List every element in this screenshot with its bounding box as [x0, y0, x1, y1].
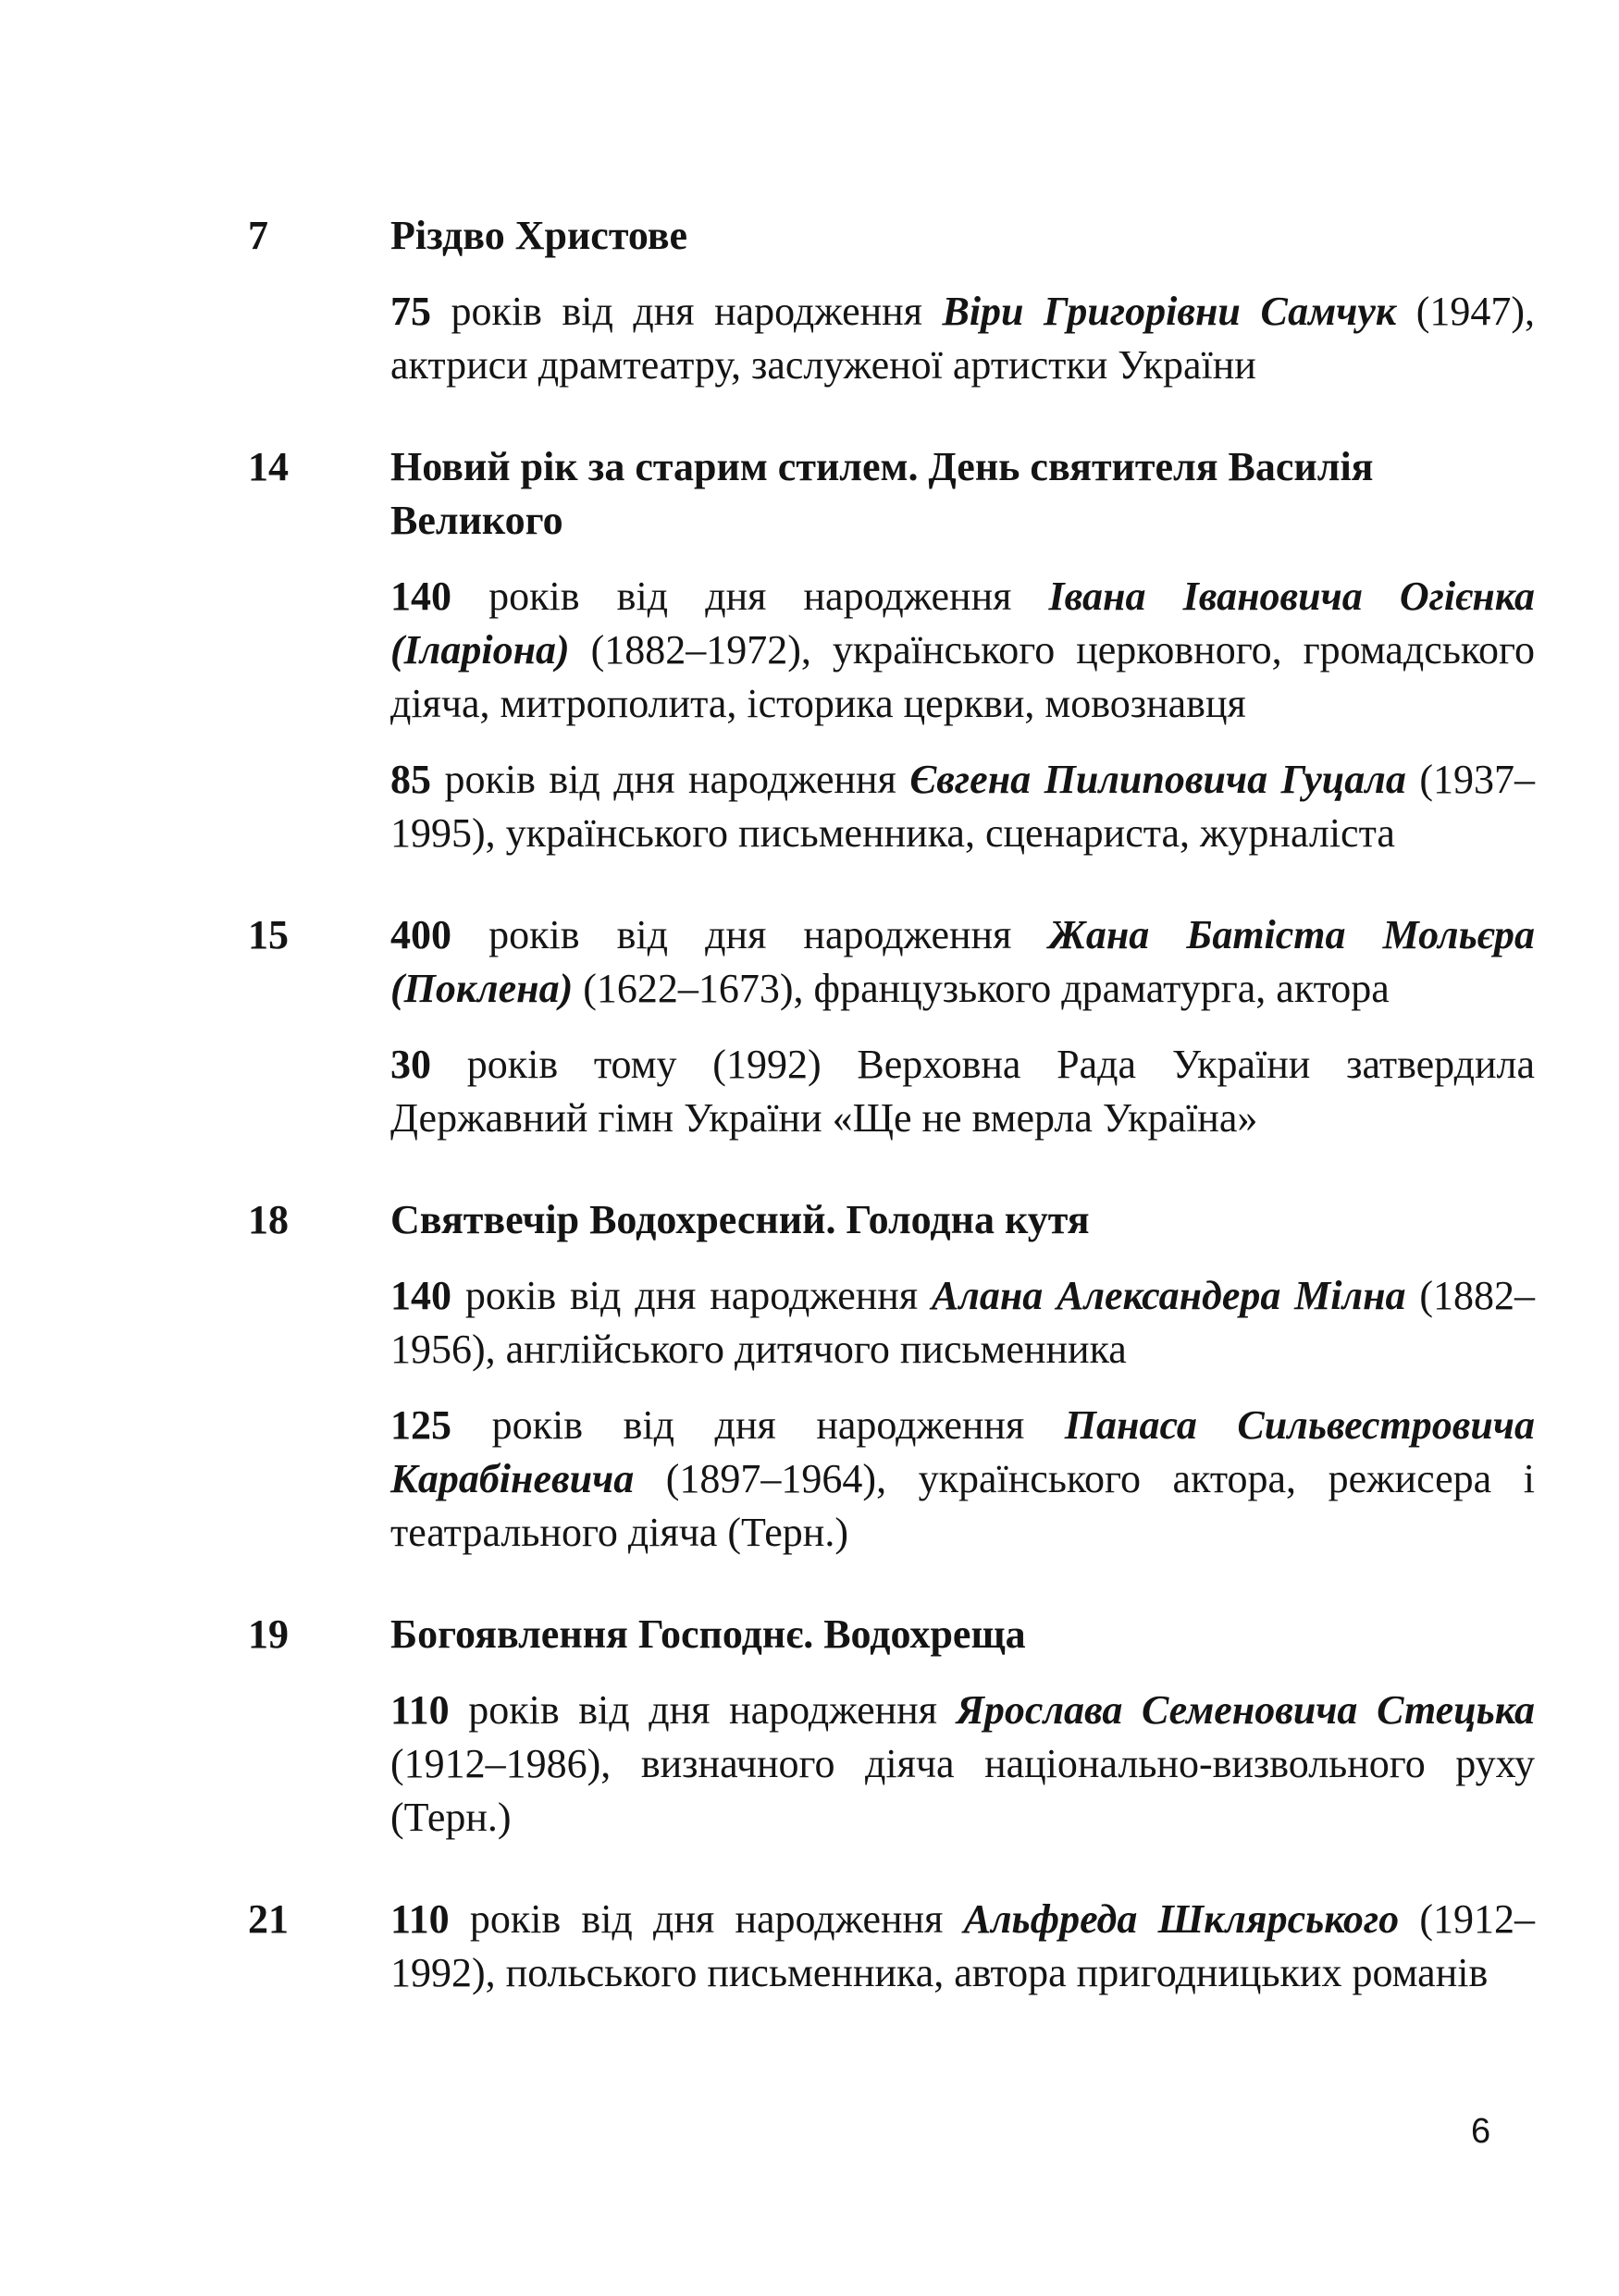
anniversary-entry [390, 1684, 1535, 1845]
anniversary-entry [390, 753, 1535, 860]
entry-tail: (1897–1964), українського актора, режисера і театрального діяча (Терн.) [390, 1456, 1535, 1555]
entry-lead: років тому (1992) Верховна Рада України затвердила Державний гімн України «Ще не вмерла Україна» [390, 1042, 1535, 1141]
date-row [0, 440, 1619, 860]
entry-tail: (1912–1992), польського письменника, автора пригодницьких романів [390, 1896, 1536, 1995]
person-name: Жана Батіста Мольєра (Поклена) [390, 912, 1536, 1011]
date-label: 18 [248, 1197, 289, 1242]
date-entries [390, 1608, 1535, 1845]
years-count: 400 [390, 912, 451, 957]
years-count: 75 [390, 289, 431, 334]
anniversary-entry [390, 1399, 1535, 1560]
years-count: 110 [390, 1896, 450, 1942]
date-label: 19 [248, 1611, 289, 1657]
years-count: 110 [390, 1687, 450, 1733]
person-name: Альфреда Шклярського [963, 1896, 1400, 1942]
date-label: 14 [248, 444, 289, 489]
anniversary-entry [390, 908, 1535, 1016]
person-name: Віри Григорівни Самчук [942, 289, 1397, 334]
person-name: Євгена Пилиповича Гуцала [909, 757, 1406, 802]
entry-lead: років від дня народження [451, 1273, 932, 1318]
entry-tail: (1947), актриси драмтеатру, заслуженої артистки України [390, 289, 1535, 388]
date-row [0, 1608, 1619, 1845]
years-count: 30 [390, 1042, 431, 1087]
years-count: 140 [390, 574, 451, 619]
date-label: 21 [248, 1896, 289, 1942]
person-name: Ярослава Семеновича Стецька [956, 1687, 1535, 1733]
anniversary-entry [390, 1269, 1535, 1376]
anniversary-entry [390, 570, 1535, 731]
date-entries [390, 440, 1535, 860]
person-name: Івана Івановича Огієнка (Іларіона) [390, 574, 1535, 673]
entry-lead: років від дня народження [451, 574, 1049, 619]
entry-tail: (1937–1995), українського письменника, сценариста, журналіста [390, 757, 1536, 856]
entry-tail: (1882–1956), англійського дитячого письменника [390, 1273, 1536, 1372]
date-entries [390, 1893, 1535, 2000]
years-count: 85 [390, 757, 431, 802]
entry-lead: років від дня народження [451, 912, 1049, 957]
years-count: 125 [390, 1402, 451, 1448]
entry-tail: (1882–1972), українського церковного, громадського діяча, митрополита, історика церкви, мовознавця [390, 627, 1535, 726]
entry-lead: років від дня народження [449, 1896, 964, 1942]
date-row [0, 209, 1619, 392]
holiday-title: Богоявлення Господнє. Водохреща [390, 1611, 1026, 1657]
anniversary-entry [390, 285, 1535, 392]
entry-lead: років від дня народження [449, 1687, 957, 1733]
date-entries [390, 908, 1535, 1145]
anniversary-entry [390, 1038, 1535, 1145]
holiday-title: Новий рік за старим стилем. День святителя Василія Великого [390, 444, 1374, 543]
date-entries [390, 209, 1535, 392]
date-label: 7 [248, 213, 268, 258]
person-name: Панаса Сильвестровича Карабіневича [390, 1402, 1535, 1501]
page-number: 6 [1471, 2112, 1491, 2151]
holiday-title: Святвечір Водохресний. Голодна кутя [390, 1197, 1090, 1242]
entry-lead: років від дня народження [431, 289, 943, 334]
entry-lead: років від дня народження [451, 1402, 1065, 1448]
anniversary-entry [390, 1893, 1535, 2000]
years-count: 140 [390, 1273, 451, 1318]
holiday-title: Різдво Христове [390, 213, 688, 258]
entry-tail: (1622–1673), французького драматурга, актора [573, 966, 1390, 1011]
entry-tail: (1912–1986), визначного діяча національно-визвольного руху (Терн.) [390, 1741, 1535, 1840]
date-row [0, 908, 1619, 1145]
date-label: 15 [248, 912, 289, 957]
person-name: Алана Александера Мілна [931, 1273, 1406, 1318]
date-row [0, 1193, 1619, 1560]
date-row [0, 1893, 1619, 2000]
entry-lead: років від дня народження [431, 757, 910, 802]
date-entries [390, 1193, 1535, 1560]
calendar-list [0, 209, 1619, 2000]
